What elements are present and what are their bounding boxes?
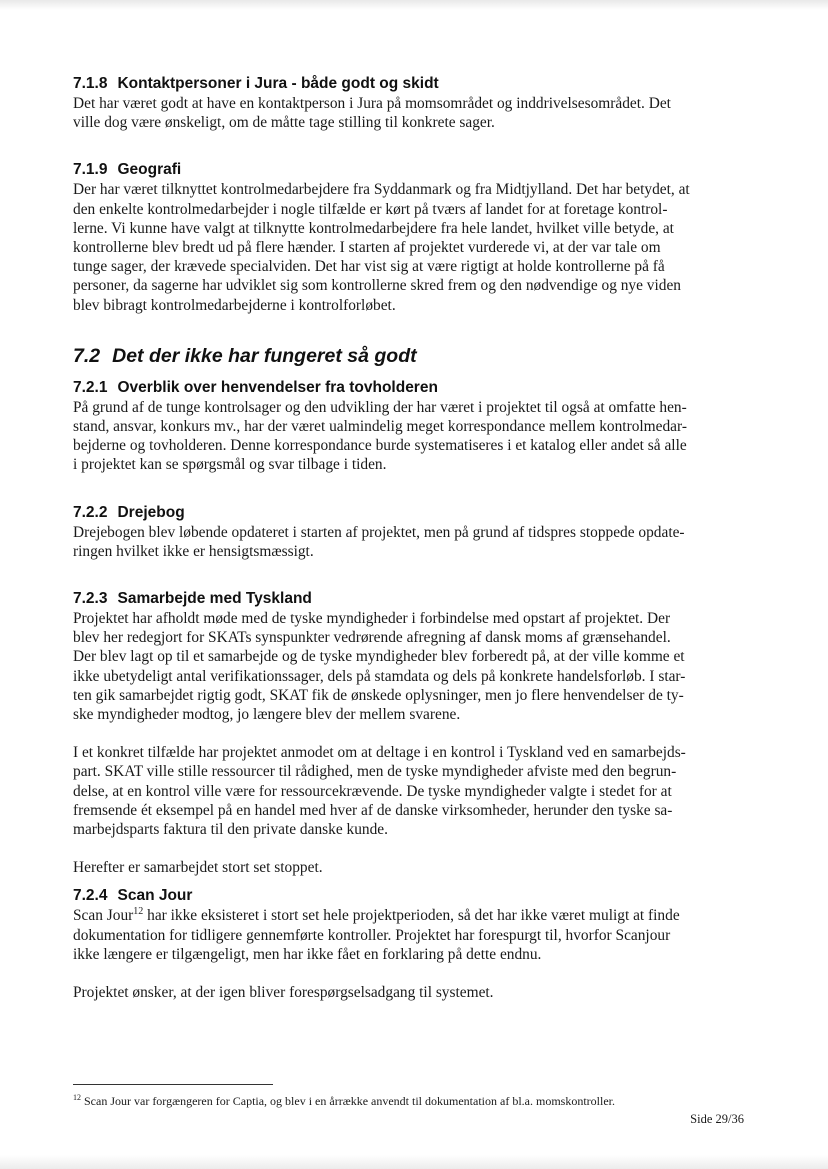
text-line: ikke længere er tilgængeligt, men har ikke fået en forklaring på dette endnu. xyxy=(73,945,542,963)
heading-number: 7.2.3 xyxy=(73,590,108,608)
text-line: personer, da sagerne har udviklet sig som kontrollerne skred frem og den nødvendige og nye viden xyxy=(73,277,681,295)
text-line: lerne. Vi kunne have valgt at tilknytte kontrolmedarbejdere fra hele landet, hvilket ville betyde, at xyxy=(73,219,674,237)
heading-7-2-1 xyxy=(73,378,738,398)
text-line: Projektet har afholdt møde med de tyske myndigheder i forbindelse med opstart af projektet. Der xyxy=(73,610,671,628)
section-7-2-2 xyxy=(73,503,738,561)
paragraph-7-2-4-a xyxy=(73,906,738,964)
paragraph-7-2-3-c xyxy=(73,858,738,877)
text-line: stand, ansvar, konkurs mv., har der været ualmindelig meget korrespondance mellem kontrolmedar- xyxy=(73,418,687,436)
scan-top-edge xyxy=(0,0,828,10)
text-line: tunge sager, der krævede specialviden. Det har vist sig at være rigtigt at holde kontrollerne på få xyxy=(73,258,665,276)
text-line: marbejdsparts faktura til den private danske kunde. xyxy=(73,821,388,839)
heading-title: Scan Jour xyxy=(117,887,193,905)
text-line: Drejebogen blev løbende opdateret i starten af projektet, men på grund af tidspres stoppede opdate- xyxy=(73,523,685,541)
heading-number: 7.2.4 xyxy=(73,887,108,905)
text-line: Herefter er samarbejdet stort set stoppet. xyxy=(73,859,323,877)
text-line: Projektet ønsker, at der igen bliver forespørgselsadgang til systemet. xyxy=(73,984,494,1002)
heading-title: Overblik over henvendelser fra tovholderen xyxy=(117,378,438,396)
heading-number: 7.2 xyxy=(73,344,101,367)
heading-7-2-4 xyxy=(73,886,738,906)
text-line: ten gik samarbejdet rigtig godt, SKAT fik de ønskede oplysninger, men jo flere henvendelser de ty- xyxy=(73,686,684,704)
text-line: dokumentation for tidligere gennemførte kontroller. Projektet har forespurgt til, hvorfor Scanjour xyxy=(73,926,671,944)
heading-number: 7.2.2 xyxy=(73,503,108,521)
heading-title: Samarbejde med Tyskland xyxy=(117,590,312,608)
text-line: delse, at en kontrol ville være for ressourcekrævende. De tyske myndigheder valgte i stedet for at xyxy=(73,782,672,800)
paragraph-7-2-1 xyxy=(73,398,738,475)
text-line: den enkelte kontrolmedarbejder i nogle tilfælde er kørt på tværs af landet for at foretage kontrol- xyxy=(73,200,668,218)
heading-title: Det der ikke har fungeret så godt xyxy=(112,344,417,367)
heading-title: Kontaktpersoner i Jura - både godt og skidt xyxy=(117,75,439,92)
footnote-separator xyxy=(73,1084,273,1085)
heading-7-2-2 xyxy=(73,503,738,523)
section-7-2-3 xyxy=(73,589,738,877)
paragraph-7-2-2 xyxy=(73,523,738,561)
heading-number: 7.1.8 xyxy=(73,75,108,92)
footnote xyxy=(73,1094,753,1109)
paragraph-7-2-3-a xyxy=(73,609,738,724)
text-fragment: har ikke eksisteret i stort set hele projektperioden, så det har ikke været muligt at finde xyxy=(143,907,680,925)
heading-7-2-3 xyxy=(73,589,738,609)
heading-7-1-8 xyxy=(73,74,738,94)
document-page xyxy=(73,74,738,1002)
text-line: ringen hvilket ikke er hensigtsmæssigt. xyxy=(73,542,314,560)
text-line: bejderne og tovholderen. Denne korrespondance burde systematiseres i et katalog eller andet så alle xyxy=(73,437,687,455)
paragraph-7-2-4-b xyxy=(73,983,738,1002)
paragraph-7-2-3-b xyxy=(73,743,738,839)
text-line: blev her redegjort for SKATs synspunkter vedrørende afregning af dansk moms af grænsehandel. xyxy=(73,629,671,647)
heading-number: 7.1.9 xyxy=(73,161,108,179)
footnote-reference[interactable]: 12 xyxy=(133,906,144,918)
text-line: Der har været tilknyttet kontrolmedarbejdere fra Syddanmark og fra Midtjylland. Det har betydet, at xyxy=(73,181,690,199)
heading-title: Drejebog xyxy=(117,503,185,521)
page-number: Side 29/36 xyxy=(690,1112,744,1126)
text-line: ske myndigheder modtog, jo længere blev der mellem svarene. xyxy=(73,706,461,724)
text-line xyxy=(73,906,738,925)
text-line: I et konkret tilfælde har projektet anmodet om at deltage i en kontrol i Tyskland ved en samarbejds- xyxy=(73,744,686,762)
paragraph-7-1-9 xyxy=(73,180,738,314)
section-7-2-4 xyxy=(73,886,738,1002)
text-line: Det har været godt at have en kontaktperson i Jura på momsområdet og inddrivelsesområdet. Det xyxy=(73,95,671,112)
text-line: fremsende ét eksempel på en handel med hver af de danske virksomheder, herunder den tyske sa- xyxy=(73,801,673,819)
heading-7-1-9 xyxy=(73,160,738,180)
text-line: Der blev lagt op til et samarbejde og de tyske myndigheder blev forberedt på, at der ville komme et xyxy=(73,648,685,666)
text-fragment: Scan Jour xyxy=(73,907,134,925)
text-line: På grund af de tunge kontrolsager og den udvikling der har været i projektet til også at omfatte hen- xyxy=(73,398,687,416)
scan-bottom-edge xyxy=(0,1155,828,1169)
section-7-2-1 xyxy=(73,378,738,475)
paragraph-7-1-8 xyxy=(73,94,738,132)
text-line: blev bibragt kontrolmedarbejderne i kontrolforløbet. xyxy=(73,296,396,314)
text-line: ikke ubetydeligt antal verifikationssager, dels på stamdata og dels på konkrete handelsforløb. I star- xyxy=(73,667,686,685)
heading-7-2 xyxy=(73,343,738,369)
text-line: part. SKAT ville stille ressourcer til rådighed, men de tyske myndigheder afviste med den begrun- xyxy=(73,763,677,781)
text-line: ville dog være ønskeligt, om de måtte tage stilling til konkrete sager. xyxy=(73,114,495,132)
footnote-number: 12 xyxy=(73,1093,81,1102)
footnote-text: Scan Jour var forgængeren for Captia, og blev i en årrække anvendt til dokumentation af bl.a. momskontroller. xyxy=(81,1094,615,1108)
section-7-1-9 xyxy=(73,160,738,314)
section-7-1-8 xyxy=(73,74,738,132)
heading-title: Geografi xyxy=(117,161,182,179)
heading-number: 7.2.1 xyxy=(73,378,108,396)
text-line: kontrollerne blev bredt ud på flere hænder. I starten af projektet vurderede vi, at der var tale om xyxy=(73,239,661,257)
text-line: i projektet kan se spørgsmål og svar tilbage i tiden. xyxy=(73,456,387,474)
